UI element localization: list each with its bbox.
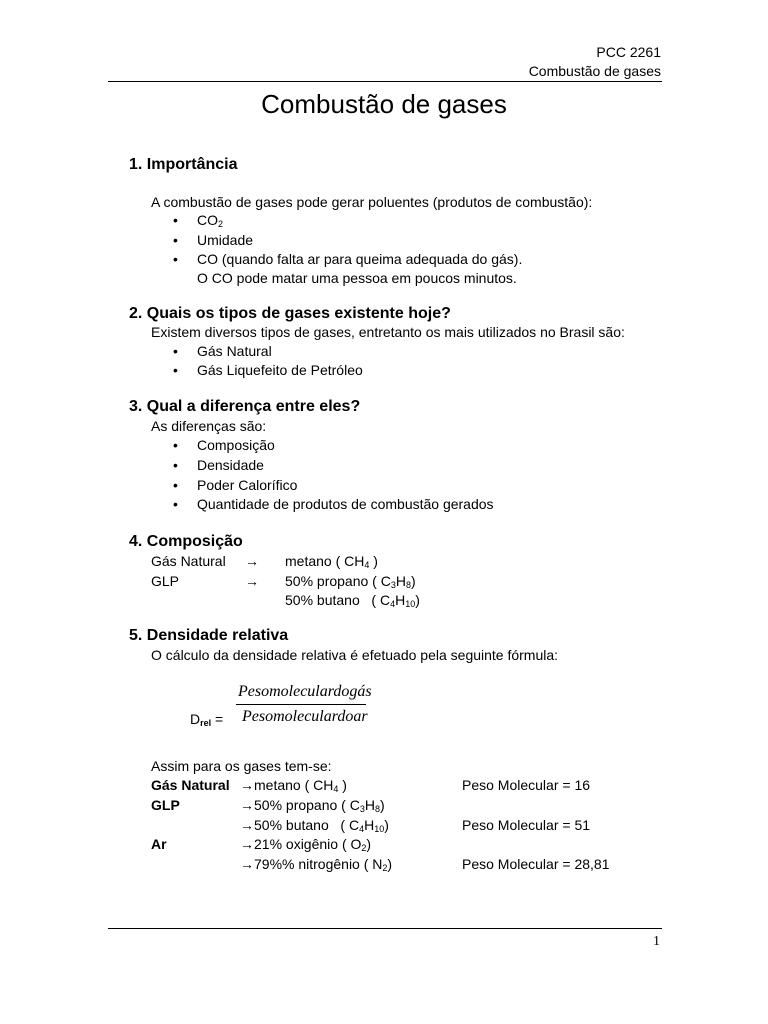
list-item-text: O CO pode matar uma pessoa em poucos minutos.: [197, 270, 517, 286]
composition-label-glp: GLP: [151, 573, 180, 589]
section-1-heading: 1. Importância: [129, 156, 238, 173]
list-item-text: Gás Liquefeito de Petróleo: [197, 362, 363, 378]
section-3-intro: As diferenças são:: [151, 418, 267, 434]
bullet-icon: •: [173, 232, 178, 248]
list-item-text: Densidade: [197, 457, 264, 473]
header-course: PCC 2261: [596, 44, 661, 60]
formula-denominator: Pesomoleculardoar: [242, 708, 368, 725]
list-item-text: Umidade: [197, 232, 254, 248]
header-rule: [108, 81, 662, 82]
list-item-text: CO (quando falta ar para queima adequada do gás).: [197, 251, 523, 267]
bullet-icon: •: [173, 437, 178, 453]
composition-label-gn: Gás Natural: [151, 553, 226, 569]
composition-value-gn: metano ( $CH_4$ ): [285, 553, 378, 570]
gas-label-glp: GLP: [151, 797, 180, 813]
arrow-icon: →: [245, 573, 259, 589]
section-2-intro: Existem diversos tipos de gases, entretanto os mais utilizados no Brasil são:: [151, 324, 625, 340]
formula-numerator: Pesomoleculardogás: [238, 683, 372, 700]
gas-component: →50% butano ( $C_4H_{10}$): [240, 817, 389, 834]
section-4-heading: 4. Composição: [129, 533, 243, 550]
bullet-icon: •: [173, 362, 178, 378]
molecular-weight-ar: Peso Molecular = 28,81: [462, 856, 610, 872]
section-5-intro: O cálculo da densidade relativa é efetuado pela seguinte fórmula:: [151, 647, 559, 663]
composition-value-glp-butano: 50% butano ( $C_4H_{10}$): [285, 592, 420, 609]
composition-value-glp-propano: 50% propano ( $C_3H_8$): [285, 573, 416, 590]
section-1-intro: A combustão de gases pode gerar poluentes (produtos de combustão):: [151, 194, 593, 210]
list-item-text: Quantidade de produtos de combustão gerados: [197, 496, 494, 512]
header-subject: Combustão de gases: [528, 63, 661, 79]
page-number: 1: [653, 934, 660, 949]
bullet-icon: •: [173, 251, 178, 267]
list-item-text: Composição: [197, 437, 275, 453]
gas-component: →metano ( $CH_4$ ): [240, 777, 347, 794]
formula-lhs: $D_{rel}$ =: [190, 711, 224, 728]
section-2-heading: 2. Quais os tipos de gases existente hoje?: [129, 305, 451, 322]
molecular-weight-gn: Peso Molecular = 16: [462, 777, 591, 793]
gas-component: →79%% nitrogênio ( $N_2$): [240, 856, 393, 873]
bullet-icon: •: [173, 457, 178, 473]
gas-component: →21% oxigênio ( $O_2$): [240, 836, 372, 853]
fraction-line: [236, 704, 366, 705]
list-item-text: Gás Natural: [197, 343, 272, 359]
assim-text: Assim para os gases tem-se:: [151, 758, 332, 774]
arrow-icon: →: [245, 553, 259, 569]
bullet-icon: •: [173, 343, 178, 359]
molecular-weight-glp: Peso Molecular = 51: [462, 817, 591, 833]
list-item-text: $CO_2$: [197, 212, 224, 229]
bullet-icon: •: [173, 496, 178, 512]
section-5-heading: 5. Densidade relativa: [129, 627, 289, 644]
list-item-text: Poder Calorífico: [197, 477, 298, 493]
section-3-heading: 3. Qual a diferença entre eles?: [129, 398, 361, 415]
footer-rule: [108, 928, 662, 929]
gas-label-ar: Ar: [151, 836, 167, 852]
page-title: Combustão de gases: [261, 89, 507, 119]
bullet-icon: •: [173, 212, 178, 228]
gas-label-gn: Gás Natural: [151, 777, 230, 793]
bullet-icon: •: [173, 477, 178, 493]
gas-component: →50% propano ( $C_3H_8$): [240, 797, 385, 814]
